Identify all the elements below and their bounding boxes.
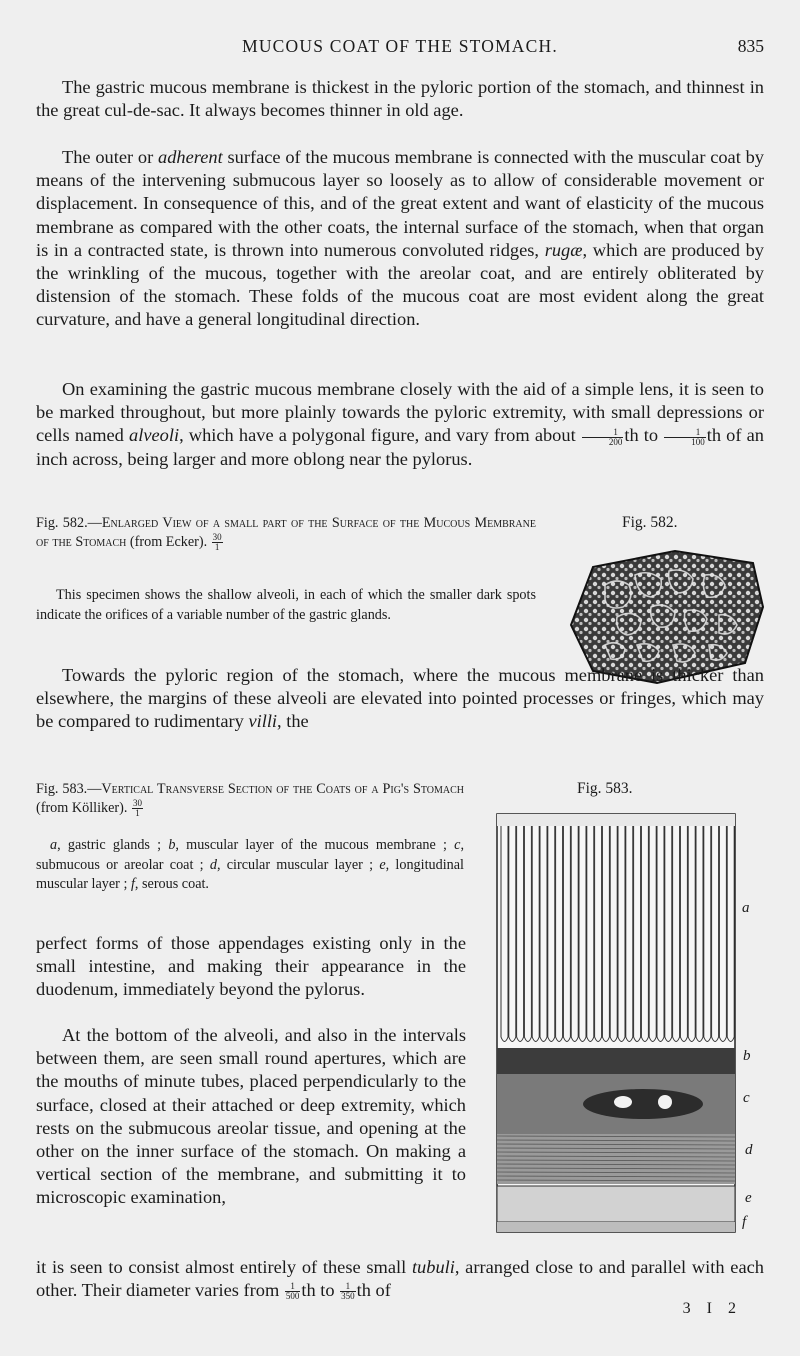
magnification: $\frac{30}{1}$ [132, 798, 142, 819]
fig583-illustration [493, 812, 743, 1234]
paragraph-thickness: The gastric mucous membrane is thickest in the pyloric portion of the stomach, and thinnest in the great cul-de-sac. It always becomes thinner in old age. [36, 77, 764, 121]
fig583-letter-b: b [743, 1048, 751, 1064]
fig583-label: Fig. 583. [577, 780, 633, 797]
paragraph-pyloric-region: Towards the pyloric region of the stomach, where the mucous membrane is thicker than elsewhere, the margins of these alveoli are elevated into pointed processes or fringes, which may be compared to rudimentary villi, the [36, 665, 764, 732]
paragraph-alveoli: On examining the gastric mucous membrane closely with the aid of a simple lens, it is seen to be marked throughout, but more plainly towards the pyloric extremity, with small depressions or cells named alveoli, which have a polygonal figure, and vary from about $\frac{1}{200}$ th to $\frac{1}{100}$ th of an inch across, being larger and more oblong near the pylorus. [36, 379, 765, 469]
running-header [36, 36, 764, 64]
paragraph-apertures: At the bottom of the alveoli, and also in the intervals between them, are seen small round apertures, which are the mouths of minute tubes, placed perpendicularly to the surface, closed at their attached or deep extremity, which rests on the submucous areolar tissue, and opening at the other on the inner surface of the stomach. On making a vertical section of the membrane, and submitting it to microscopic examination, [36, 1025, 466, 1208]
fraction: $\frac{1}{100}$ [664, 428, 706, 447]
fraction: $\frac{1}{350}$ [341, 1281, 355, 1302]
fig582-description: This specimen shows the shallow alveoli, in each of which the smaller dark spots indicate the orifices of a variable number of the gastric glands. [36, 587, 536, 623]
fig583-letter-d: d [745, 1142, 753, 1158]
fig582-caption: Fig. 582.—Enlarged View of a small part of the Surface of the Mucous Membrane of the Stomach (from Ecker). $\frac{30}{1}$ [36, 515, 536, 553]
page-title: MUCOUS COAT OF THE STOMACH. [242, 36, 558, 56]
fig583-letter-a: a [742, 900, 750, 916]
page-number: 835 [737, 36, 764, 56]
fraction: $\frac{1}{200}$ [582, 428, 624, 447]
fig583-description: a, gastric glands ; b, muscular layer of the mucous membrane ; c, submucous or areolar coat ; d, circular muscular layer ; e, longitudinal muscular layer ; f, serous coat. [36, 837, 465, 892]
fraction: $\frac{1}{500}$ [285, 1281, 300, 1302]
signature-mark: 3 I 2 [682, 1300, 742, 1317]
paragraph-tubuli: it is seen to consist almost entirely of these small tubuli, arranged close to and parallel with each other. Their diameter varies from $\frac{1}{500}$ th to $\frac{1}{350}$ th of [36, 1257, 764, 1302]
fig582-label: Fig. 582. [622, 514, 678, 531]
fig583-letter-e: e [745, 1190, 752, 1206]
magnification: $\frac{30}{1}$ [212, 532, 222, 553]
paragraph-appendages: perfect forms of those appendages existing only in the small intestine, and making their appearance in the duodenum, immediately beyond the pylorus. [36, 933, 466, 1000]
paragraph-adherent-surface: The outer or adherent surface of the mucous membrane is connected with the muscular coat by means of the intervening submucous layer so loosely as to allow of considerable movement or displacement. In consequence of this, and of the great extent and want of elasticity of the mucous membrane as compared with the other coats, the internal surface of the stomach, when that organ is in a contracted state, is thrown into numerous convoluted ridges, rugæ, which are produced by the wrinkling of the mucous, together with the areolar coat, and are entirely obliterated by distension of the stomach. These folds of the mucous coat are most evident along the great curvature, and have a general longitudinal direction. [36, 147, 765, 330]
fig583-letter-f: f [742, 1214, 747, 1230]
fig583-caption: Fig. 583.—Vertical Transverse Section of the Coats of a Pig's Stomach (from Kölliker). $\frac{30}{1}$ [36, 781, 465, 819]
fig583-letter-c: c [743, 1090, 750, 1106]
